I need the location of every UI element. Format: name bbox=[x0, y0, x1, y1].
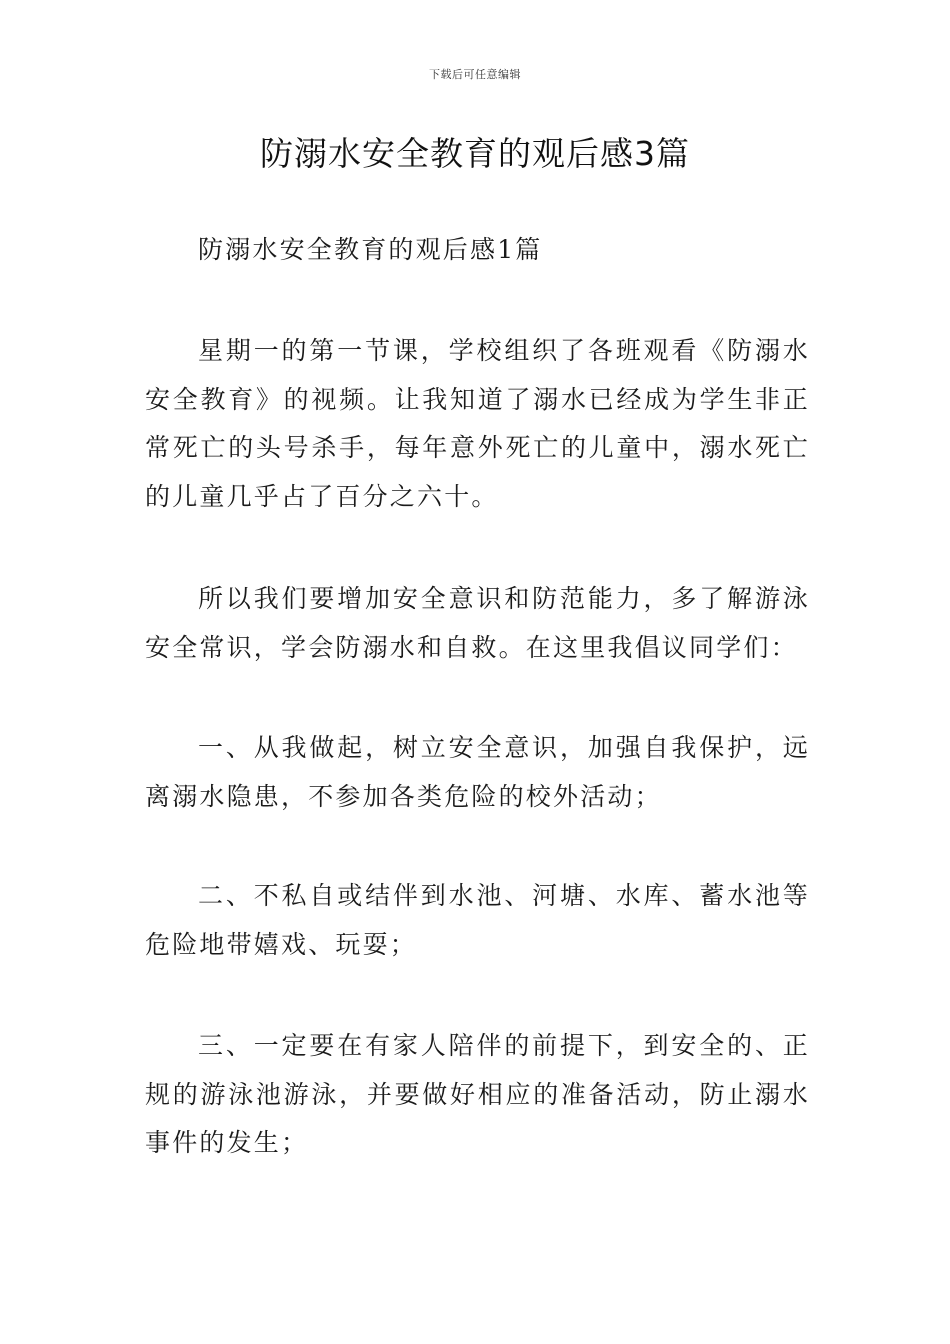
paragraph-1: 星期一的第一节课，学校组织了各班观看《防溺水安全教育》的视频。让我知道了溺水已经成为学生非正常死亡的头号杀手，每年意外死亡的儿童中，溺水死亡的儿童几乎占了百分之六十。 bbox=[145, 336, 810, 511]
paragraph-4: 二、不私自或结伴到水池、河塘、水库、蓄水池等危险地带嬉戏、玩耍； bbox=[145, 881, 810, 959]
document-title: 防溺水安全教育的观后感3篇 bbox=[260, 134, 690, 173]
section-subtitle: 防溺水安全教育的观后感1篇 bbox=[198, 235, 543, 264]
paragraph-5: 三、一定要在有家人陪伴的前提下，到安全的、正规的游泳池游泳，并要做好相应的准备活动，防止溺水事件的发生； bbox=[145, 1031, 810, 1157]
paragraph-2: 所以我们要增加安全意识和防范能力，多了解游泳安全常识，学会防溺水和自救。在这里我倡议同学们： bbox=[145, 584, 810, 662]
paragraph-3: 一、从我做起，树立安全意识，加强自我保护，远离溺水隐患，不参加各类危险的校外活动； bbox=[145, 733, 810, 811]
header-note: 下载后可任意编辑 bbox=[429, 68, 521, 81]
